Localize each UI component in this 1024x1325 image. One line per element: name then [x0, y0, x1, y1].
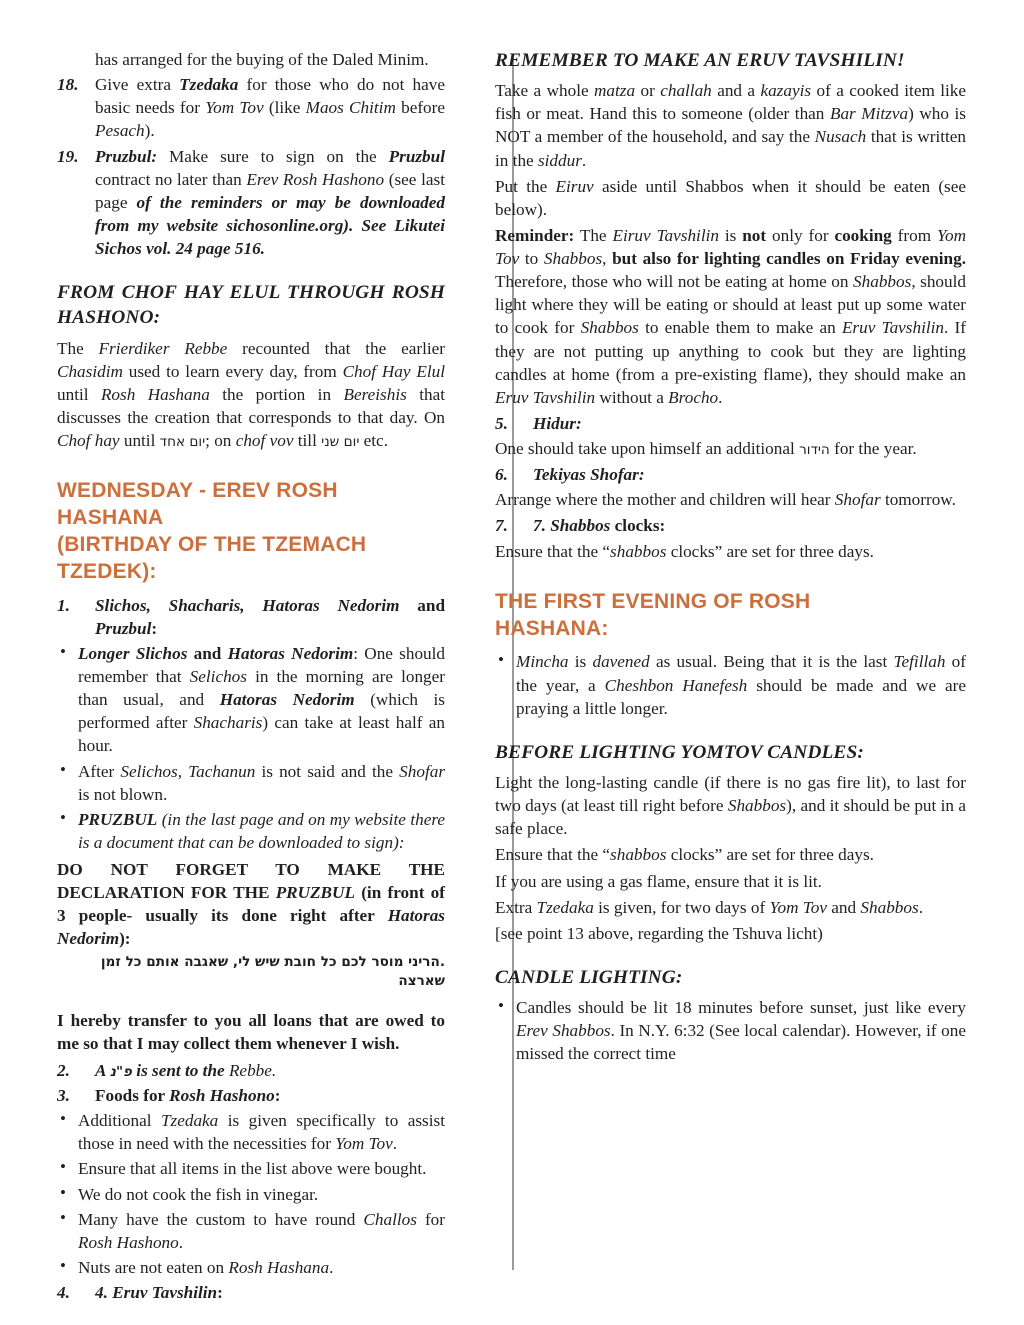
bullet-dot-icon: •: [60, 1207, 66, 1227]
before-lighting-paragraph-1: Light the long-lasting candle (if there is no gas fire lit), to last for two days (at least till right before Shabbos), and it should be put in a safe place.: [495, 773, 966, 839]
list-number: 1.: [57, 595, 70, 615]
list-item-7: [495, 514, 966, 537]
item-6-body: Arrange where the mother and children will hear Shofar tomorrow.: [495, 490, 956, 510]
bullet-text: Candles should be lit 18 minutes before sunset, just like every Erev Shabbos. In N.Y. 6:32 (See local calendar). However, if one missed the correct time: [516, 998, 966, 1064]
before-lighting-paragraph-2: Ensure that the “shabbos clocks” are set for three days.: [495, 845, 874, 865]
bullet-additional-tzedaka: [57, 1109, 445, 1155]
list-item-5: [495, 412, 966, 435]
heading-line-1: THE FIRST EVENING OF ROSH: [495, 589, 811, 613]
bullet-text: Longer Slichos and Hatoras Nedorim: One should remember that Selichos in the morning are longer than usual, and Hatoras Nedorim (which is performed after Shacharis) can take at least half an hour.: [78, 643, 445, 756]
list-number: 7.: [495, 516, 508, 536]
list-number: 3.: [57, 1086, 70, 1105]
bullet-candles: [495, 996, 966, 1065]
heading-before-lighting-yomtov-candles: BEFORE LIGHTING YOMTOV CANDLES:: [495, 741, 864, 763]
heading-eruv-tavshilin: REMEMBER TO MAKE AN ERUV TAVSHILIN!: [495, 50, 905, 71]
list-number: 6.: [495, 465, 508, 485]
list-text: A פ"נ is sent to the Rebbe.: [95, 1060, 277, 1080]
bullet-dot-icon: •: [60, 807, 66, 827]
list-item-4: [57, 1281, 445, 1304]
list-text: Pruzbul: Make sure to sign on the Pruzbul contract no later than Erev Rosh Hashono (see last page of the reminders or may be downloaded from my website sichosonline.org). See Likutei Sichos vol. 24 page 516.: [95, 146, 445, 258]
bullet-text: Mincha is davened as usual. Being that it is the last Tefillah of the year, a Cheshbon Hanefesh should be made and we are praying a little longer.: [516, 652, 967, 718]
list-text: Hidur:: [533, 413, 582, 433]
hebrew-yom-sheini: יום שני: [321, 434, 360, 451]
bullet-ensure-items: [57, 1157, 445, 1180]
bullet-text: We do not cook the fish in vinegar.: [78, 1184, 319, 1204]
heading-line-2: HASHANA:: [495, 616, 609, 640]
bullet-dot-icon: •: [60, 759, 66, 779]
bullet-nuts: [57, 1256, 445, 1279]
before-lighting-paragraph-5: [see point 13 above, regarding the Tshuva licht): [495, 923, 823, 943]
item-5-body: One should take upon himself an additional הידור for the year.: [495, 439, 917, 459]
bullet-longer-slichos: [57, 642, 445, 758]
chof-hay-paragraph: The Frierdiker Rebbe recounted that the earlier Chasidim used to learn every day, from Chof Hay Elul until Rosh Hashana the portion in Bereishis that discusses the creation that corresponds to that day. On Chof hay until יום אחד; on chof vov till יום שני etc.: [57, 338, 445, 451]
right-column: [467, 48, 1024, 1306]
continuation-text: has arranged for the buying of the Daled Minim.: [95, 50, 429, 69]
before-lighting-paragraph-4: Extra Tzedaka is given, for two days of Yom Tov and Shabbos.: [495, 897, 923, 917]
list-text: 7. Shabbos clocks:: [533, 516, 666, 536]
list-item-19: [57, 145, 445, 261]
bullet-dot-icon: •: [498, 650, 504, 670]
bullet-after-selichos: [57, 760, 445, 806]
bullet-text: PRUZBUL (in the last page and on my website there is a document that can be downloaded to sign):: [78, 809, 445, 852]
bullet-dot-icon: •: [498, 996, 504, 1016]
bullet-dot-icon: •: [60, 1157, 66, 1177]
list-number: 2.: [57, 1060, 70, 1080]
list-number: 19.: [57, 146, 79, 166]
heading-candle-lighting: CANDLE LIGHTING:: [495, 966, 683, 988]
hebrew-declaration-text: .הריני מוסר לכם כל חובת שיש לי, שאגבה אותם כל זמן שארצה: [100, 953, 445, 989]
eruv-paragraph-2: Put the Eiruv aside until Shabbos when it should be eaten (see below).: [495, 176, 966, 219]
heading-line-1: WEDNESDAY - EREV ROSH HASHANA: [57, 479, 338, 530]
item-7-body: Ensure that the “shabbos clocks” are set for three days.: [495, 541, 874, 561]
list-number: 18.: [57, 75, 79, 95]
list-text: Slichos, Shacharis, Hatoras Nedorim and Pruzbul:: [95, 595, 446, 638]
two-column-layout: [0, 48, 1024, 1306]
bullet-fish-vinegar: [57, 1183, 445, 1206]
bullet-mincha: [495, 650, 966, 719]
list-item-18: [57, 73, 445, 142]
bullet-text: Nuts are not eaten on Rosh Hashana.: [78, 1257, 334, 1277]
hebrew-hidur: הידור: [799, 442, 830, 459]
list-text: Give extra Tzedaka for those who do not have basic needs for Yom Tov (like Maos Chitim before Pesach).: [95, 75, 445, 141]
heading-line-2: (BIRTHDAY OF THE TZEMACH TZEDEK):: [57, 532, 367, 583]
left-column: [0, 48, 467, 1306]
list-item-1: [57, 594, 445, 640]
bullet-dot-icon: •: [60, 1182, 66, 1202]
list-number: 5.: [495, 413, 508, 433]
bullet-dot-icon: •: [60, 641, 66, 661]
english-declaration-text: I hereby transfer to you all loans that are owed to me so that I may collect them whenever I wish.: [57, 1010, 445, 1053]
reminder-paragraph: Reminder: The Eiruv Tavshilin is not only for cooking from Yom Tov to Shabbos, but also for lighting candles on Friday evening. Therefore, those who will not be eating at home on Shabbos, should light where they will be eating or should at least put up some water to cook for Shabbos to enable them to make an Eruv Tavshilin. If they are not putting up anything to cook but they are lighting candles at home (from a pre-existing flame), they should make an Eruv Tavshilin without a Brocho.: [495, 225, 966, 407]
heading-chof-hay-elul: FROM CHOF HAY ELUL THROUGH ROSH HASHONO:: [57, 282, 445, 329]
list-item-6: [495, 463, 966, 486]
list-text: 4. Eruv Tavshilin:: [95, 1283, 223, 1302]
bullet-text: Ensure that all items in the list above were bought.: [78, 1159, 427, 1179]
hebrew-pan: פ"נ: [109, 1063, 132, 1080]
list-number: 4.: [57, 1283, 70, 1302]
heading-first-evening-rosh-hashana: [495, 589, 966, 643]
bullet-dot-icon: •: [60, 1109, 66, 1129]
before-lighting-paragraph-3: If you are using a gas flame, ensure that it is lit.: [495, 871, 822, 891]
bullet-text: Additional Tzedaka is given specifically to assist those in need with the necessities for Yom Tov.: [78, 1111, 445, 1154]
bullet-round-challos: [57, 1208, 445, 1254]
continuation-paragraph: [57, 48, 445, 71]
list-item-2: [57, 1059, 445, 1082]
list-text: Tekiyas Shofar:: [533, 465, 645, 485]
list-item-3: [57, 1084, 445, 1107]
declaration-instruction: DO NOT FORGET TO MAKE THE DECLARATION FOR THE PRUZBUL (in front of 3 people- usually its done right after Hatoras Nedorim):: [57, 860, 445, 949]
eruv-paragraph-1: Take a whole matza or challah and a kazayis of a cooked item like fish or meat. Hand this to someone (older than Bar Mitzva) who is NOT a member of the household, and say the Nusach that is written in the siddur.: [495, 81, 966, 170]
bullet-pruzbul: [57, 808, 445, 854]
bullet-text: Many have the custom to have round Challos for Rosh Hashono.: [78, 1209, 445, 1252]
hebrew-yom-echod: יום אחד: [159, 434, 206, 451]
bullet-text: After Selichos, Tachanun is not said and the Shofar is not blown.: [78, 761, 446, 804]
heading-wednesday-erev-rosh-hashana: [57, 478, 445, 586]
bullet-dot-icon: •: [60, 1255, 66, 1275]
list-text: Foods for Rosh Hashono:: [95, 1086, 281, 1105]
